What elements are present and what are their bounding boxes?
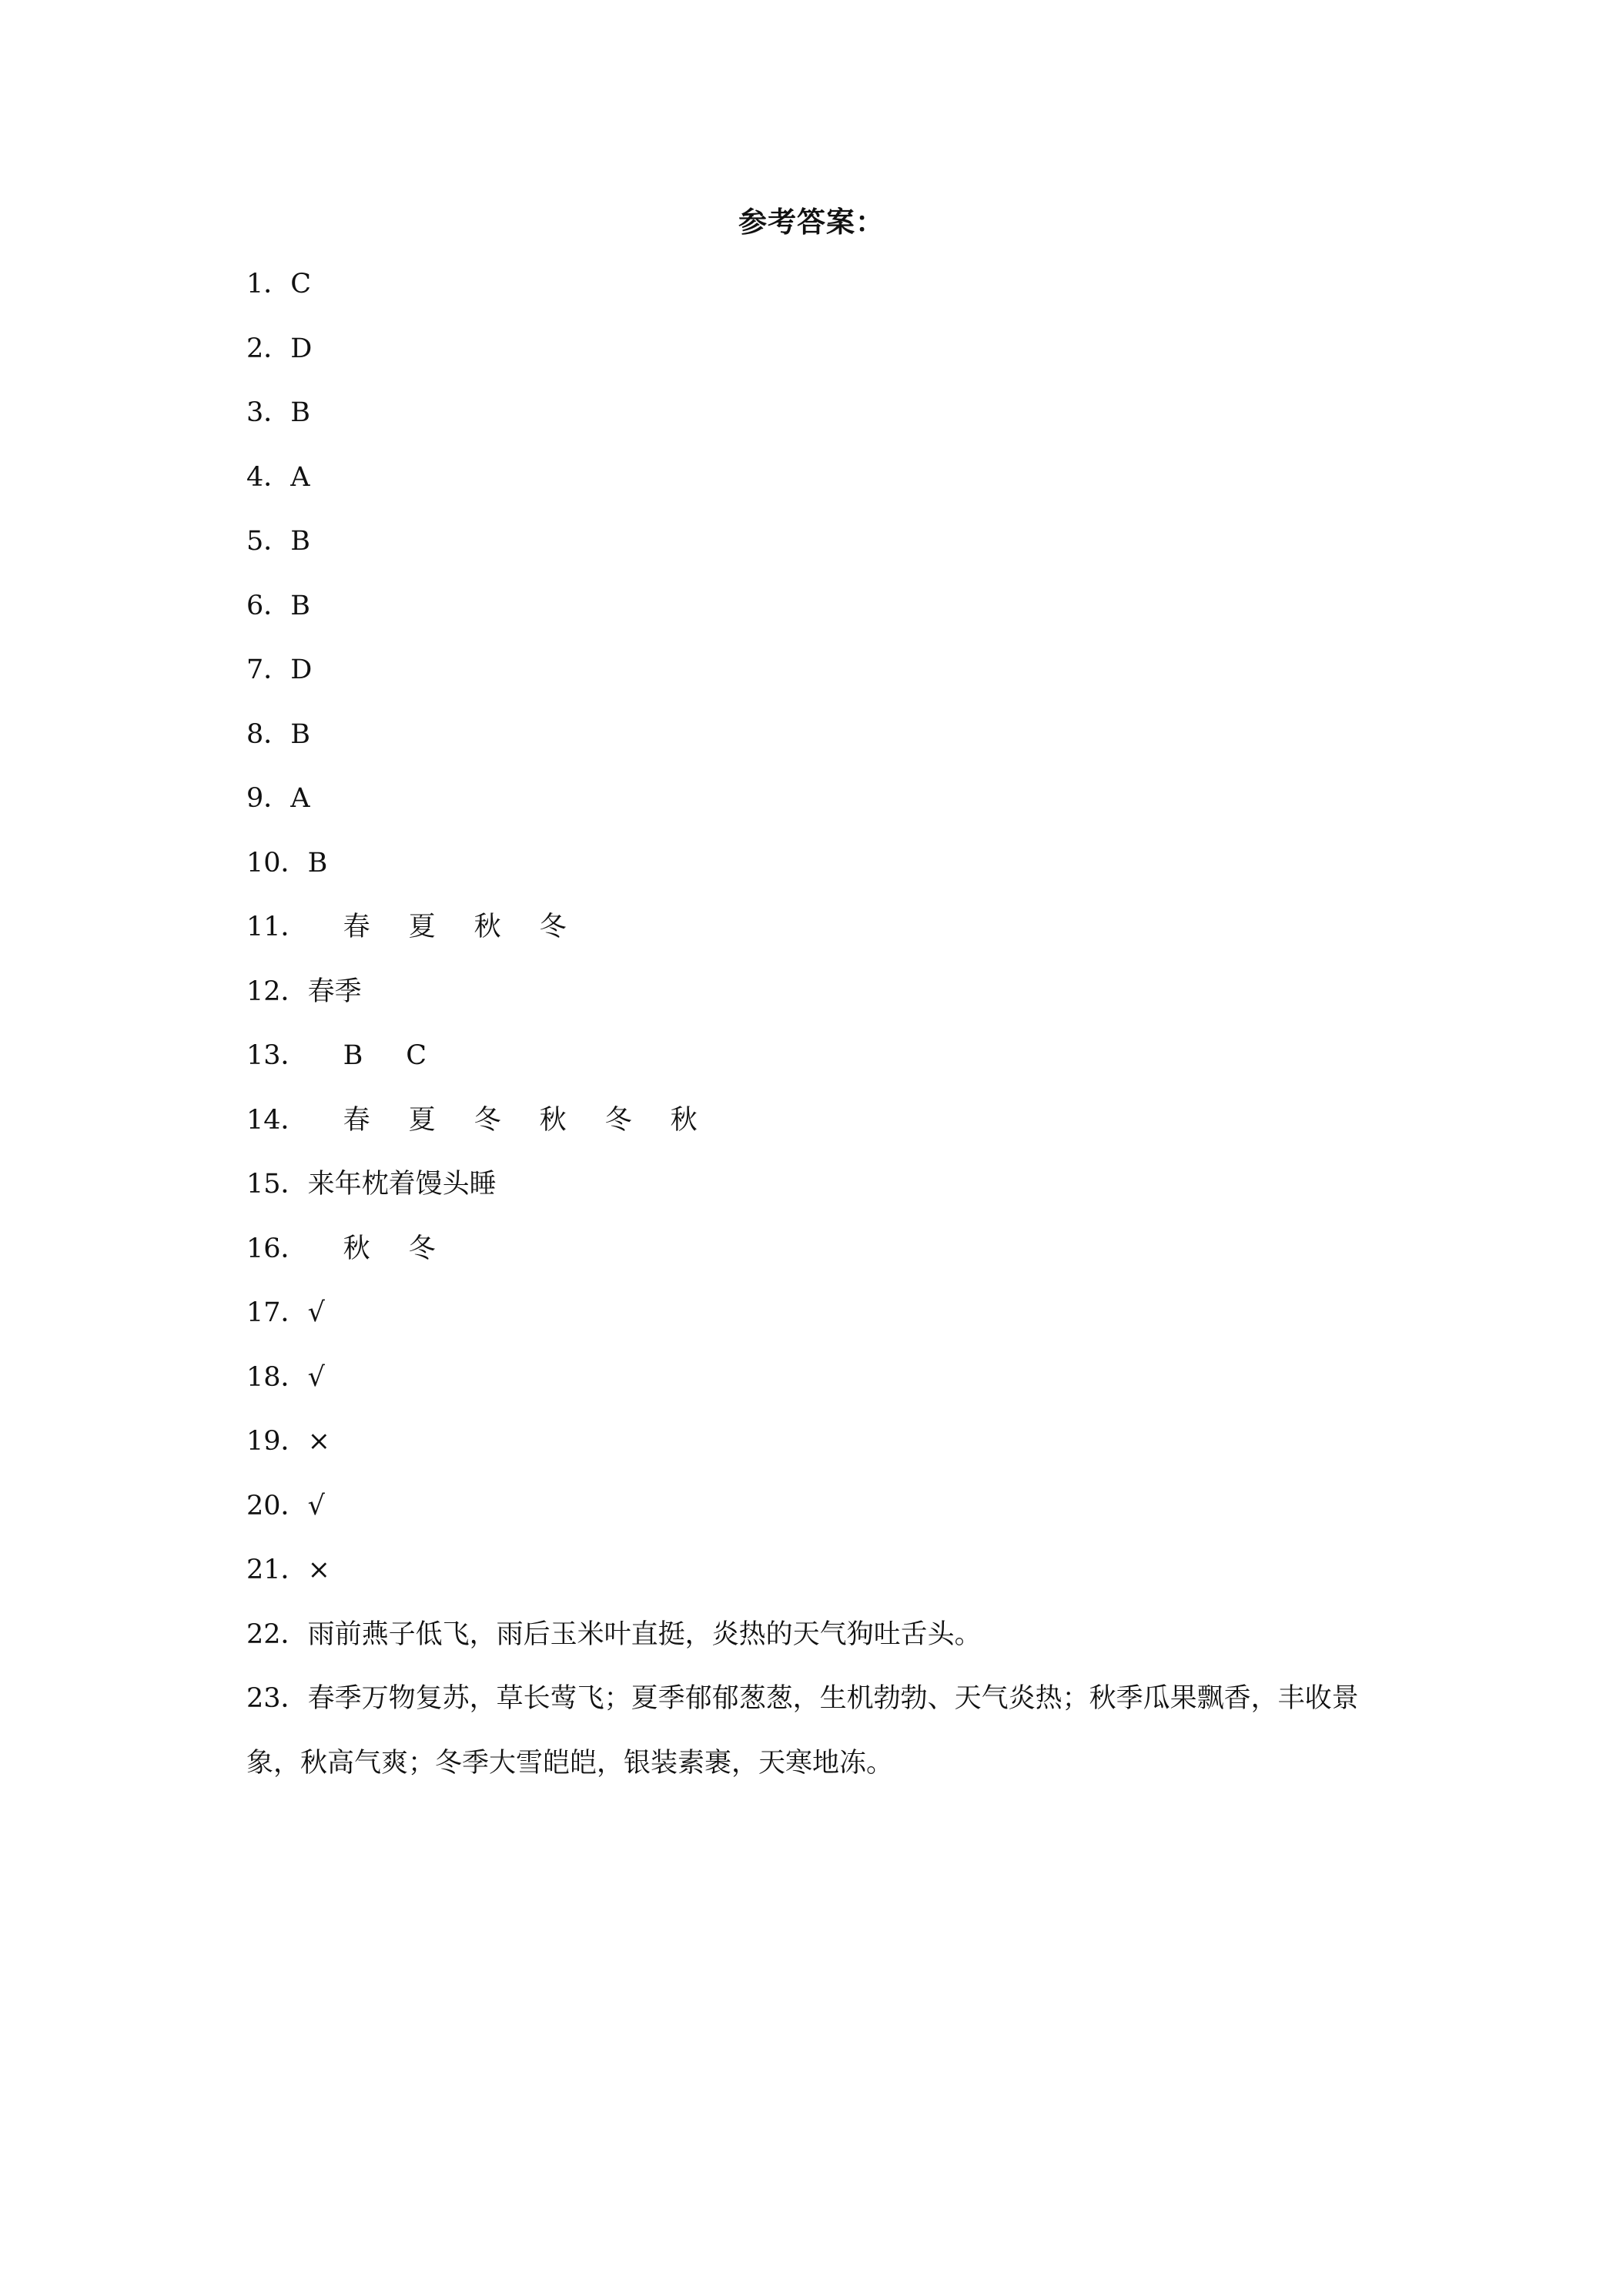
answer-text: √ (307, 1297, 325, 1328)
answer-item-3 (246, 381, 1386, 446)
answer-number: 23 ． (246, 1667, 308, 1732)
answer-number: 16 ． (246, 1217, 308, 1282)
answer-text: 来年枕着馒头睡 (307, 1169, 497, 1200)
answer-item-22 (246, 1603, 1386, 1668)
answer-blank: 夏 (408, 1104, 436, 1136)
answer-item-9 (246, 767, 1386, 832)
answer-blanks (343, 895, 605, 960)
answer-item-6 (246, 574, 1386, 639)
answer-item-8 (246, 703, 1386, 768)
answer-item-19 (246, 1410, 1386, 1474)
answer-item-15 (246, 1153, 1386, 1217)
answer-text: A (290, 783, 310, 814)
answer-number: 7 ． (246, 638, 290, 703)
answer-blank: 秋 (343, 1233, 370, 1264)
answer-text: 春季 (307, 976, 362, 1007)
answer-blank: 冬 (604, 1104, 632, 1136)
answer-text: B (290, 526, 311, 557)
answer-number: 14 ． (246, 1089, 308, 1153)
answer-number: 18 ． (246, 1346, 308, 1411)
answer-item-11 (246, 895, 1386, 960)
answer-blank: 秋 (474, 912, 501, 942)
answer-text: B (307, 847, 328, 879)
answer-number: 4 ． (246, 446, 290, 510)
answer-item-2 (246, 317, 1386, 382)
answer-text: C (290, 269, 312, 300)
answer-text: √ (307, 1361, 325, 1393)
answer-number: 5 ． (246, 510, 290, 574)
answer-text: 春季万物复苏，草长莺飞；夏季郁郁葱葱，生机勃勃、天气炎热；秋季瓜果飘香，丰收景象，秋高气爽；冬季大雪皑皑，银装素裹，天寒地冻。 (246, 1683, 1359, 1779)
answer-number: 20 ． (246, 1474, 308, 1539)
answer-text: 雨前燕子低飞，雨后玉米叶直挺，炎热的天气狗吐舌头。 (307, 1618, 982, 1650)
answer-item-10 (246, 832, 1386, 896)
answer-number: 9 ． (246, 767, 290, 832)
answer-blank: 秋 (670, 1104, 698, 1136)
answer-blank: 春 (343, 1104, 370, 1136)
answer-blank: 春 (343, 912, 370, 942)
answer-item-14 (246, 1089, 1386, 1153)
answer-item-23 (246, 1667, 1386, 1796)
answer-number: 17 ． (246, 1281, 308, 1346)
answer-item-12 (246, 960, 1386, 1025)
answer-item-21 (246, 1538, 1386, 1603)
answer-number: 12 ． (246, 960, 308, 1025)
answer-blanks (343, 1024, 470, 1089)
answer-blank: 夏 (408, 912, 436, 942)
answer-text: D (290, 654, 313, 685)
answer-text: D (290, 333, 313, 364)
answer-number: 11 ． (246, 895, 308, 960)
answer-item-17 (246, 1281, 1386, 1346)
answer-number: 3 ． (246, 381, 290, 446)
answer-text: B (290, 590, 311, 621)
answer-blank: 冬 (408, 1233, 436, 1264)
answer-number: 10 ． (246, 832, 308, 896)
answer-text: B (290, 397, 311, 428)
answer-number: 21 ． (246, 1538, 308, 1603)
answer-number: 13 ． (246, 1024, 308, 1089)
answer-number: 6 ． (246, 574, 290, 639)
answer-item-20 (246, 1474, 1386, 1539)
answer-blanks (343, 1089, 736, 1153)
answer-blank: 冬 (474, 1104, 501, 1136)
answer-number: 2 ． (246, 317, 290, 382)
answer-blank: 冬 (539, 912, 567, 942)
answer-number: 8 ． (246, 703, 290, 768)
answer-item-7 (246, 638, 1386, 703)
answer-item-1 (246, 253, 1386, 317)
answer-text: √ (307, 1490, 325, 1521)
answer-number: 1 ． (246, 253, 290, 317)
page-title: 参考答案： (738, 205, 885, 239)
answer-item-18 (246, 1346, 1386, 1411)
answer-list (246, 253, 1386, 1796)
answer-blank: B (343, 1040, 363, 1071)
answer-number: 22 ． (246, 1603, 308, 1668)
answer-blank: C (406, 1040, 427, 1071)
answer-blanks (343, 1217, 474, 1282)
answer-blank: 秋 (539, 1104, 567, 1136)
answer-item-4 (246, 446, 1386, 510)
answer-text: × (307, 1555, 330, 1585)
answer-text: A (290, 461, 310, 493)
answer-text: B (290, 718, 311, 750)
answer-item-13 (246, 1024, 1386, 1089)
answer-number: 19 ． (246, 1410, 308, 1474)
answer-item-5 (246, 510, 1386, 574)
answer-item-16 (246, 1217, 1386, 1282)
answer-number: 15 ． (246, 1153, 308, 1217)
answer-text: × (307, 1426, 330, 1457)
